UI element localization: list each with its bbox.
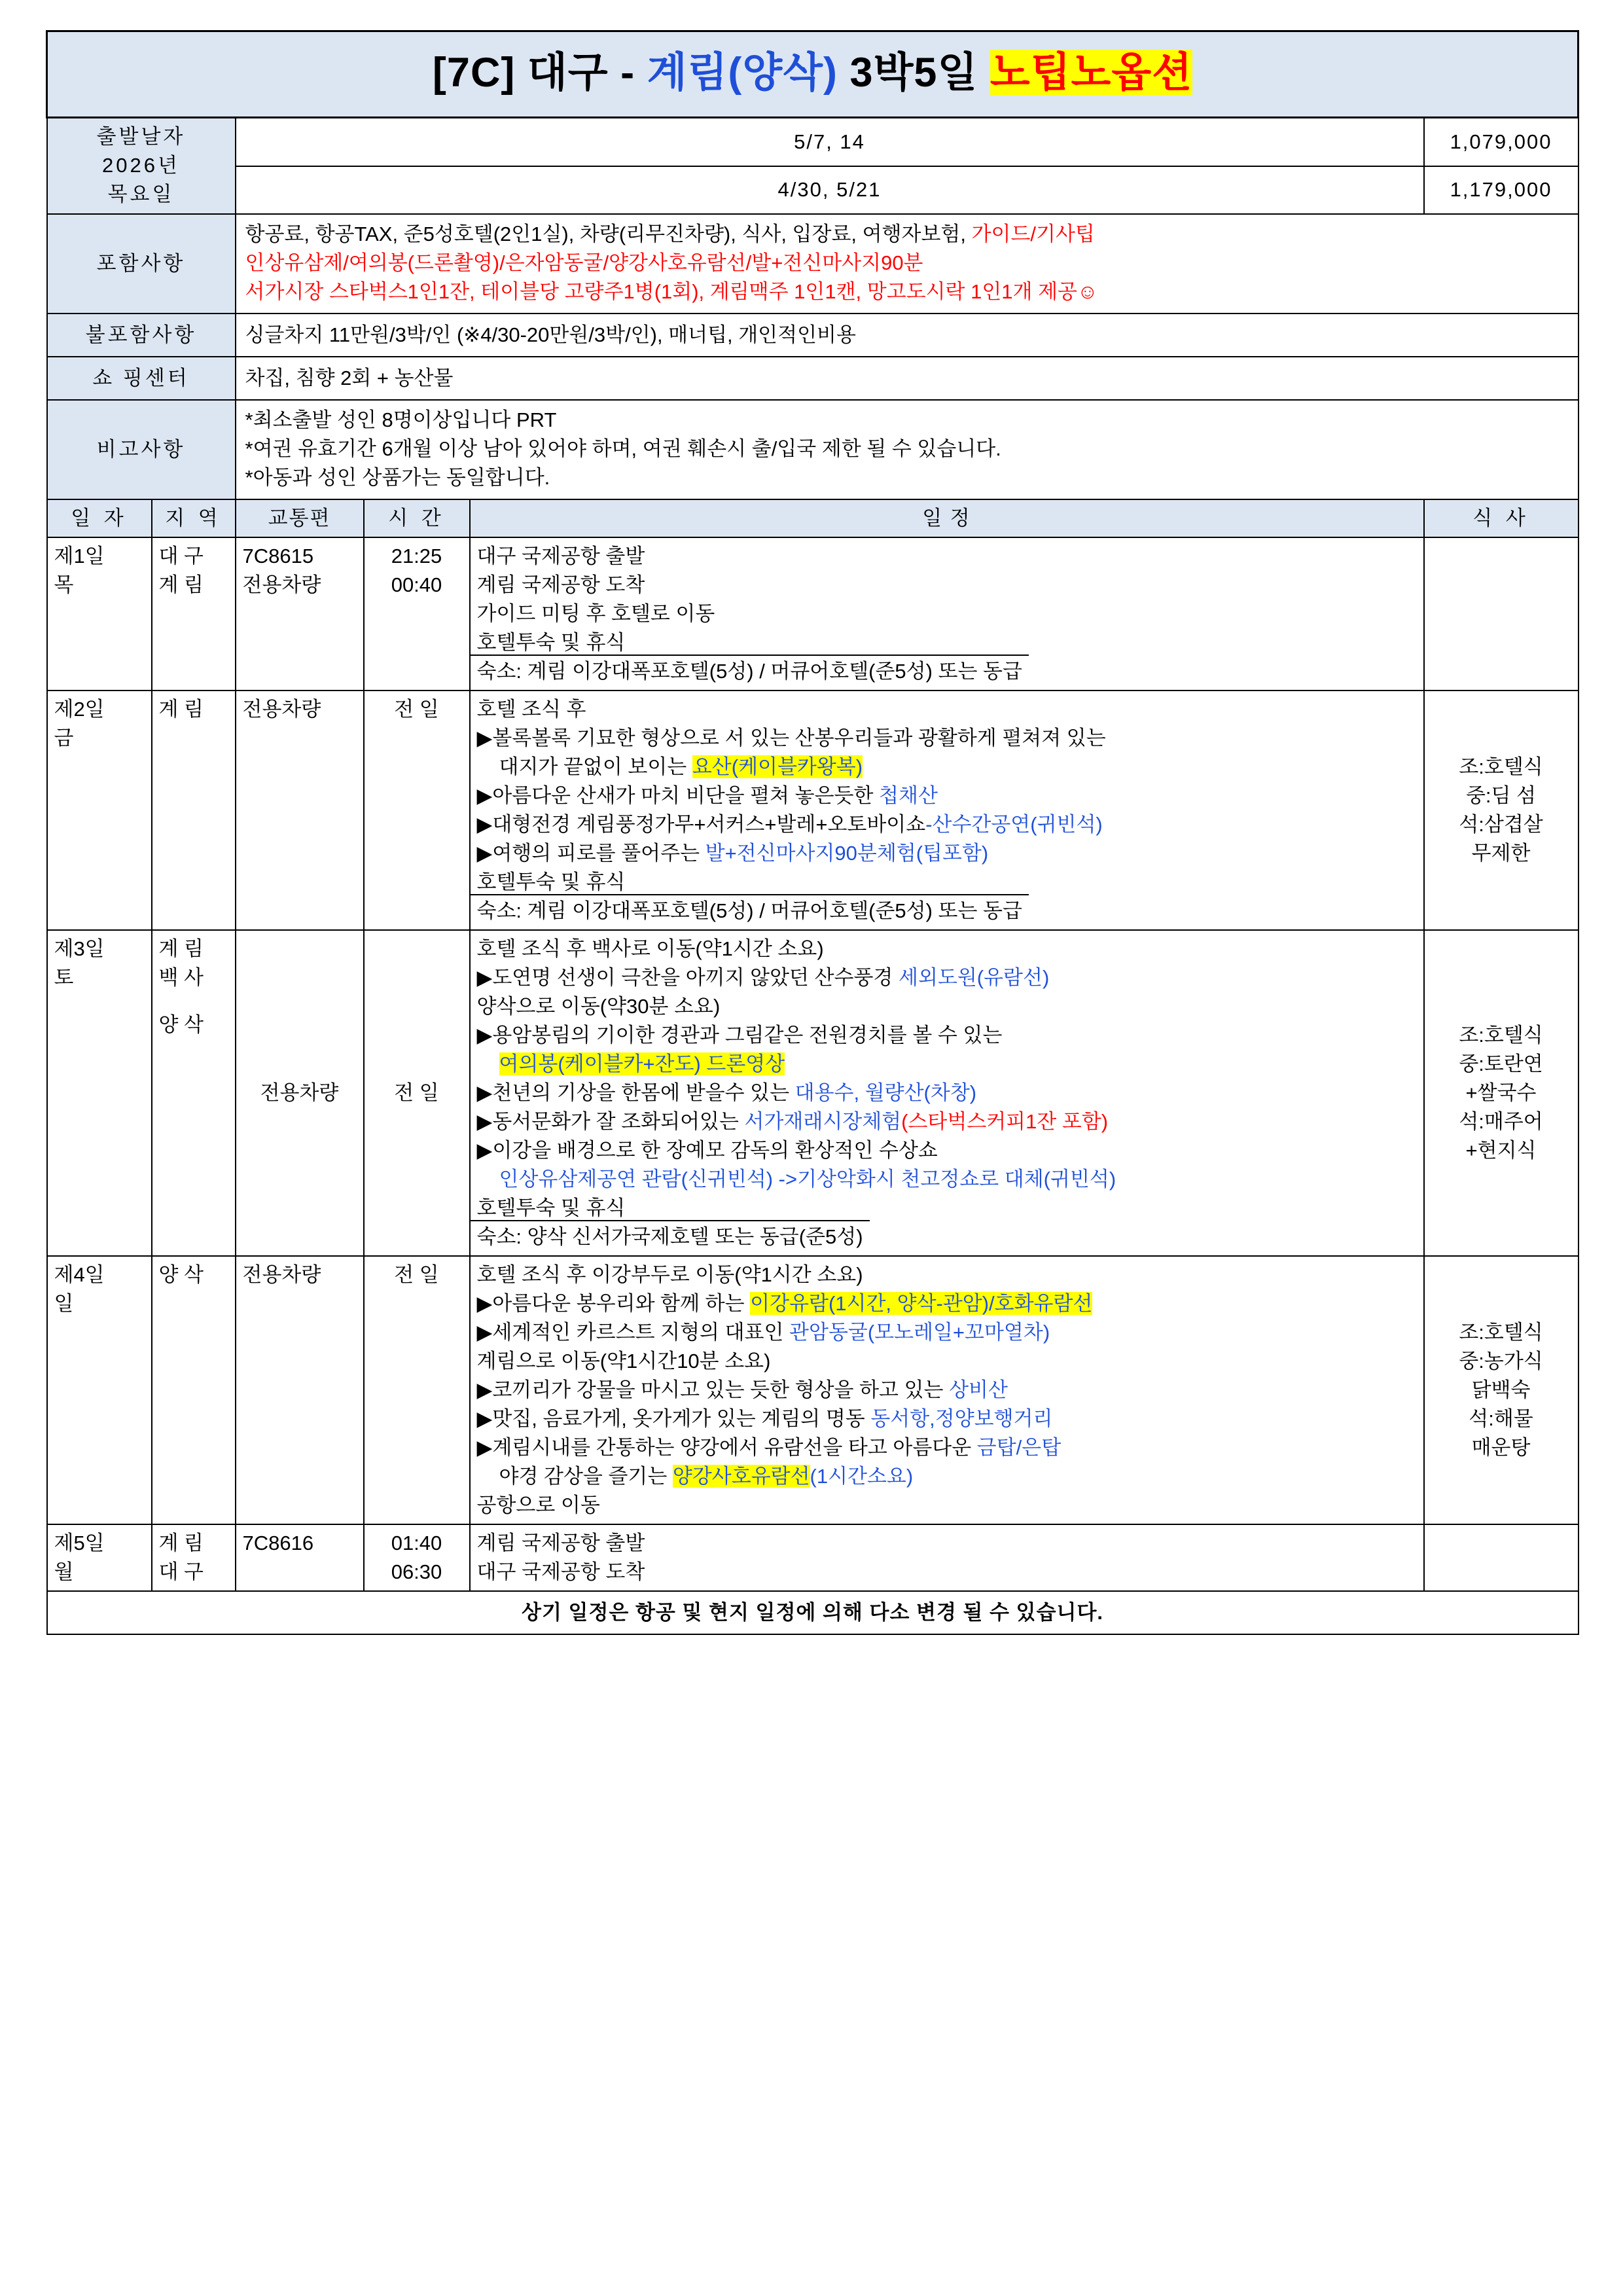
remark-label: 비고사항 <box>47 400 236 499</box>
day-5-time <box>364 1524 470 1591</box>
day-5-schedule <box>470 1524 1424 1591</box>
day-5-line-1: 계림 국제공항 출발 <box>476 1532 645 1555</box>
day-3-bullet-2-cont <box>477 1050 1417 1079</box>
day-5-transport-l1: 7C8616 <box>242 1532 314 1555</box>
day-1-date-l2: 목 <box>54 573 74 596</box>
day-3-bullet-3b: 대용수, 월량산(차창) <box>794 1081 977 1104</box>
day-4-date-l1: 제4일 <box>54 1263 105 1287</box>
departure-label-l1: 출발날자 <box>96 125 186 149</box>
day-4-meal-3: 닭백숙 <box>1471 1378 1531 1402</box>
day-5-row <box>47 1524 1578 1591</box>
day-5-region-l1: 계 림 <box>158 1532 204 1555</box>
departure-label <box>47 118 236 214</box>
day-4-meal <box>1424 1256 1578 1524</box>
day-5-meal <box>1424 1524 1578 1591</box>
day-4-time <box>364 1256 470 1524</box>
itinerary-table <box>46 30 1579 1635</box>
day-4-bullet-1b: 이강유람(1시간, 양삭-관암)/호화유람선 <box>750 1292 1093 1316</box>
day-4-bullet-5a: ▶계림시내를 간통하는 양강에서 유람선을 타고 아름다운 <box>476 1436 977 1460</box>
day-1-region <box>152 537 236 691</box>
day-4-meal-2: 중:농가식 <box>1459 1350 1543 1373</box>
day-3-region <box>152 930 236 1256</box>
title-row <box>47 31 1578 118</box>
departure-dates-2: 4/30, 5/21 <box>236 166 1424 214</box>
day-3-bullet-2b: 여의봉(케이블카+잔도) 드론영상 <box>499 1052 785 1075</box>
day-1-line-4: 호텔투숙 및 휴식 <box>476 630 626 654</box>
day-3-region-l1: 계 림 <box>158 937 204 960</box>
day-2-meal-1: 조:호텔식 <box>1459 755 1543 778</box>
include-line-1 <box>245 220 1569 249</box>
day-2-bullet-1-cont <box>477 753 1417 781</box>
day-2-schedule <box>470 691 1424 930</box>
day-4-bullet-3 <box>477 1376 1417 1405</box>
day-3-bullet-2 <box>477 1021 1417 1050</box>
day-2-meal-4: 무제한 <box>1471 841 1531 865</box>
day-1-time <box>364 537 470 691</box>
day-3-transport: 전용차량 <box>236 930 364 1256</box>
day-5-region-l2: 대 구 <box>158 1560 204 1584</box>
day-1-transport-l1: 7C8615 <box>242 544 314 567</box>
day-3-time: 전 일 <box>364 930 470 1256</box>
day-4-bullet-3a: ▶코끼리가 강물을 마시고 있는 듯한 형상을 하고 있는 <box>476 1378 950 1402</box>
day-5-time-l2: 06:30 <box>391 1560 442 1584</box>
day-5-date-l2: 월 <box>54 1560 74 1584</box>
day-3-bullet-1a: ▶도연명 선생이 극찬을 아끼지 않았던 산수풍경 <box>476 965 899 989</box>
col-schedule: 일 정 <box>470 499 1424 537</box>
day-4-bullet-2b: 관암동굴(모노레일+꼬마열차) <box>789 1321 1050 1344</box>
day-4-line-3: 공항으로 이동 <box>476 1494 600 1517</box>
day-4-bullet-2a: ▶세계적인 카르스트 지형의 대표인 <box>476 1321 790 1344</box>
day-4-bullet-1a: ▶아름다운 봉우리와 함께 하는 <box>476 1292 751 1316</box>
day-4-meal-1: 조:호텔식 <box>1459 1321 1543 1344</box>
day-4-transport <box>236 1256 364 1524</box>
day-4-meal-5: 매운탕 <box>1471 1436 1531 1460</box>
day-4-bullet-5 <box>477 1433 1417 1462</box>
day-1-line-2: 계림 국제공항 도착 <box>476 573 645 596</box>
col-transport: 교통편 <box>236 499 364 537</box>
day-3-meal-4: 석:매주어 <box>1459 1109 1543 1133</box>
col-date: 일 자 <box>47 499 152 537</box>
exclude-row <box>47 314 1578 357</box>
col-meal: 식 사 <box>1424 499 1578 537</box>
day-2-bullet-3b: -산수간공연(귀빈석) <box>925 812 1103 836</box>
day-2-bullet-4 <box>477 839 1417 868</box>
day-2-date <box>47 691 152 930</box>
day-3-bullet-4 <box>477 1107 1417 1136</box>
day-2-region-l1: 계 림 <box>158 697 204 721</box>
remark-line-2: *여권 유효기간 6개월 이상 남아 있어야 하며, 여권 훼손시 출/입국 제한 될 수 있습니다. <box>245 437 1001 460</box>
day-3-region-l3: 양 삭 <box>158 1013 204 1036</box>
day-3-region-l2: 백 사 <box>158 965 204 989</box>
day-4-line-1: 호텔 조식 후 이강부두로 이동(약1시간 소요) <box>476 1263 863 1287</box>
include-label: 포함사항 <box>47 214 236 314</box>
day-3-line-3: 호텔투숙 및 휴식 <box>476 1196 626 1219</box>
day-1-lodging: 숙소: 계림 이강대폭포호텔(5성) / 머큐어호텔(준5성) 또는 동급 <box>471 655 1029 683</box>
include-line-3: 서가시장 스타벅스1인1잔, 테이블당 고량주1병(1회), 계림맥주 1인1캔, 망고도시락 1인1개 제공☺ <box>245 279 1098 303</box>
day-2-bullet-3 <box>477 810 1417 839</box>
day-4-bullet-5e: (1시간소요) <box>810 1465 914 1488</box>
day-5-date-l1: 제5일 <box>54 1532 105 1555</box>
exclude-label: 불포함사항 <box>47 314 236 357</box>
day-1-transport-l2: 전용차량 <box>242 573 321 596</box>
day-3-date <box>47 930 152 1256</box>
price-2: 1,179,000 <box>1424 166 1578 214</box>
day-4-bullet-1 <box>477 1289 1417 1318</box>
day-4-bullet-4 <box>477 1405 1417 1433</box>
day-5-region <box>152 1524 236 1591</box>
remark-line-1: *최소출발 성인 8명이상입니다 PRT <box>245 408 557 431</box>
day-4-row <box>47 1256 1578 1524</box>
day-3-bullet-1 <box>477 963 1417 992</box>
col-region: 지 역 <box>152 499 236 537</box>
day-4-bullet-5-cont <box>477 1462 1417 1491</box>
day-2-lodging: 숙소: 계림 이강대폭포호텔(5성) / 머큐어호텔(준5성) 또는 동급 <box>471 894 1029 922</box>
departure-row-1 <box>47 118 1578 166</box>
day-2-bullet-1 <box>477 724 1417 753</box>
day-4-bullet-4b: 동서항,정양보행거리 <box>870 1407 1053 1431</box>
day-3-bullet-5b: 인상유삼제공연 관람(신귀빈석) ->기상악화시 천고정쇼로 대체(귀빈석) <box>499 1167 1116 1191</box>
day-2-meal-3: 석:삼겹살 <box>1459 812 1543 836</box>
title-prefix: [7C] 대구 - <box>432 50 647 96</box>
day-2-row <box>47 691 1578 930</box>
day-2-bullet-1b: 대지가 끝없이 보이는 <box>499 755 692 778</box>
day-4-meal-4: 석:해물 <box>1469 1407 1533 1431</box>
departure-dates-1: 5/7, 14 <box>236 118 1424 166</box>
day-3-meal-1: 조:호텔식 <box>1459 1023 1543 1047</box>
day-2-date-l2: 금 <box>54 726 74 749</box>
day-1-region-l1: 대 구 <box>158 544 204 567</box>
footer-note: 상기 일정은 항공 및 현지 일정에 의해 다소 변경 될 수 있습니다. <box>47 1591 1578 1634</box>
day-4-region <box>152 1256 236 1524</box>
day-2-bullet-4b: 발+전신마사지90분체험(팁포함) <box>705 841 989 865</box>
day-2-bullet-1a: ▶볼록볼록 기묘한 형상으로 서 있는 산봉우리들과 광활하게 펼쳐져 있는 <box>476 726 1106 749</box>
include-content <box>236 214 1578 314</box>
day-4-bullet-3b: 상비산 <box>949 1378 1008 1402</box>
day-1-row <box>47 537 1578 691</box>
day-3-bullet-5 <box>477 1136 1417 1165</box>
day-3-row <box>47 930 1578 1256</box>
day-1-line-1: 대구 국제공항 출발 <box>476 544 645 567</box>
day-4-schedule <box>470 1256 1424 1524</box>
departure-row-2 <box>47 166 1578 214</box>
day-5-line-2: 대구 국제공항 도착 <box>476 1560 645 1584</box>
day-2-line-2: 호텔투숙 및 휴식 <box>476 870 626 893</box>
day-1-schedule <box>470 537 1424 691</box>
day-4-transport-l1: 전용차량 <box>242 1263 321 1287</box>
day-2-meal <box>1424 691 1578 930</box>
shopping-row <box>47 357 1578 400</box>
day-1-time-l2: 00:40 <box>391 573 442 596</box>
day-3-line-1: 호텔 조식 후 백사로 이동(약1시간 소요) <box>476 937 824 960</box>
day-2-line-1: 호텔 조식 후 <box>476 697 586 721</box>
day-3-meal <box>1424 930 1578 1256</box>
footer-row <box>47 1591 1578 1634</box>
day-3-bullet-1b: 세외도원(유람선) <box>899 965 1050 989</box>
day-1-date-l1: 제1일 <box>54 544 105 567</box>
day-1-time-l1: 21:25 <box>391 544 442 567</box>
schedule-header-row <box>47 499 1578 537</box>
day-5-date <box>47 1524 152 1591</box>
day-3-meal-5: +현지식 <box>1465 1138 1537 1162</box>
day-4-bullet-4a: ▶맛집, 음료가게, 옷가게가 있는 계림의 명동 <box>476 1407 871 1431</box>
title-mid: 3박5일 <box>838 50 990 96</box>
day-2-bullet-1c: 요산(케이블카왕복) <box>692 755 863 778</box>
shopping-label: 쇼 핑센터 <box>47 357 236 400</box>
day-4-time-l1: 전 일 <box>394 1263 439 1287</box>
day-2-bullet-2a: ▶아름다운 산새가 마치 비단을 펼쳐 놓은듯한 <box>476 783 880 807</box>
title-destination: 계림(양삭) <box>647 50 838 96</box>
day-2-time-l1: 전 일 <box>394 697 439 721</box>
day-3-bullet-4c: (스타벅스커피1잔 포함) <box>901 1109 1109 1133</box>
include-row <box>47 214 1578 314</box>
day-2-transport <box>236 691 364 930</box>
day-3-lodging: 숙소: 양삭 신서가국제호텔 또는 동급(준5성) <box>471 1220 870 1248</box>
include-line-1b: 가이드/기사팁 <box>971 222 1095 245</box>
day-2-region <box>152 691 236 930</box>
day-1-region-l2: 계 림 <box>158 573 204 596</box>
day-5-transport <box>236 1524 364 1591</box>
day-3-bullet-3 <box>477 1079 1417 1107</box>
document-title <box>47 31 1578 118</box>
day-3-bullet-2a: ▶용암봉림의 기이한 경관과 그림같은 전원경치를 볼 수 있는 <box>476 1023 1003 1047</box>
remark-row <box>47 400 1578 499</box>
day-2-meal-2: 중:딤 섬 <box>1465 783 1537 807</box>
day-4-bullet-2 <box>477 1318 1417 1347</box>
day-4-date <box>47 1256 152 1524</box>
day-5-time-l1: 01:40 <box>391 1532 442 1555</box>
day-3-bullet-5a: ▶이강을 배경으로 한 장예모 감독의 환상적인 수상쇼 <box>476 1138 938 1162</box>
day-2-time <box>364 691 470 930</box>
include-line-1a: 항공료, 항공TAX, 준5성호텔(2인1실), 차량(리무진차량), 식사, 입장료, 여행자보험, <box>245 222 972 245</box>
day-3-bullet-4a: ▶동서문화가 잘 조화되어있는 <box>476 1109 745 1133</box>
day-1-line-3: 가이드 미팅 후 호텔로 이동 <box>476 601 715 625</box>
day-4-bullet-5c: 야경 감상을 즐기는 <box>499 1465 673 1488</box>
day-1-date <box>47 537 152 691</box>
remark-content <box>236 400 1578 499</box>
departure-label-l2: 2026년 <box>102 154 180 177</box>
day-3-bullet-4b: 서가재래시장체험 <box>744 1109 902 1133</box>
col-time: 시 간 <box>364 499 470 537</box>
day-2-date-l1: 제2일 <box>54 697 105 721</box>
shopping-content: 차집, 침향 2회 + 농산물 <box>236 357 1578 400</box>
day-2-bullet-4a: ▶여행의 피로를 풀어주는 <box>476 841 705 865</box>
day-2-bullet-2b: 첩채산 <box>879 783 938 807</box>
departure-label-l3: 목요일 <box>107 183 175 206</box>
day-3-line-2: 양삭으로 이동(약30분 소요) <box>476 994 721 1018</box>
day-1-transport <box>236 537 364 691</box>
title-highlight: 노팁노옵션 <box>990 50 1193 96</box>
day-4-bullet-5b: 금탑/은탑 <box>976 1436 1061 1460</box>
day-1-meal <box>1424 537 1578 691</box>
day-3-meal-3: +쌀국수 <box>1465 1081 1537 1104</box>
day-4-date-l2: 일 <box>54 1292 74 1316</box>
day-4-region-l1: 양 삭 <box>158 1263 204 1287</box>
day-2-transport-l1: 전용차량 <box>242 697 321 721</box>
day-2-bullet-3a: ▶대형전경 계림풍정가무+서커스+발레+오토바이쇼 <box>476 812 926 836</box>
remark-line-3: *아동과 성인 상품가는 동일합니다. <box>245 465 550 489</box>
day-2-bullet-2 <box>477 781 1417 810</box>
day-3-date-l1: 제3일 <box>54 937 105 960</box>
day-3-schedule <box>470 930 1424 1256</box>
day-4-line-2: 계림으로 이동(약1시간10분 소요) <box>476 1350 771 1373</box>
include-line-2: 인상유삼제/여의봉(드론촬영)/은자암동굴/양강사호유람선/발+전신마사지90분 <box>245 251 923 274</box>
day-4-bullet-5d: 양강사호유람선 <box>672 1465 810 1488</box>
day-3-date-l2: 토 <box>54 965 74 989</box>
price-1: 1,079,000 <box>1424 118 1578 166</box>
day-3-meal-2: 중:토란연 <box>1459 1052 1543 1075</box>
day-3-bullet-3a: ▶천년의 기상을 한몸에 받을수 있는 <box>476 1081 795 1104</box>
exclude-content: 싱글차지 11만원/3박/인 (※4/30-20만원/3박/인), 매너팁, 개인적인비용 <box>236 314 1578 357</box>
